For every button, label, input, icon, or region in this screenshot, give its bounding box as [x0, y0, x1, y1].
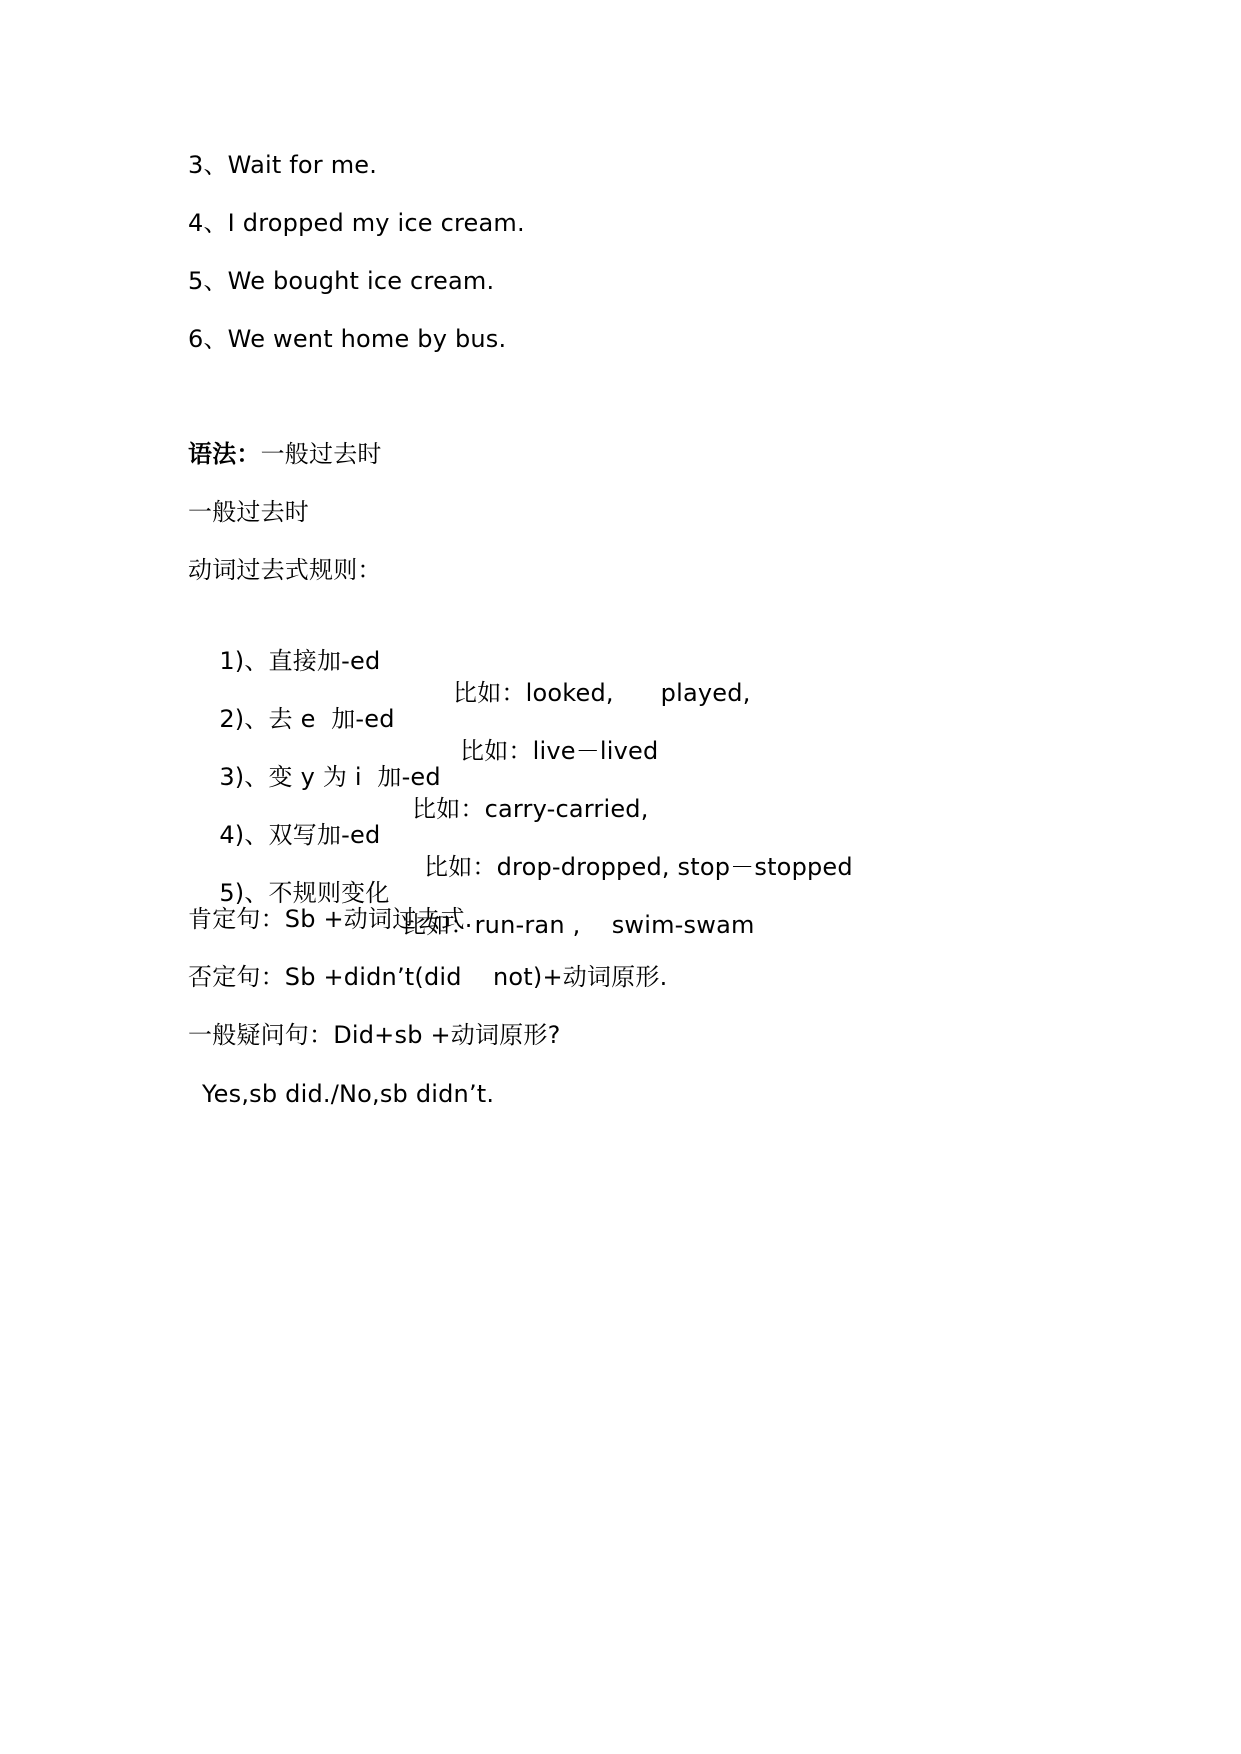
rule-example: 比如：looked, played,: [453, 679, 751, 707]
rule-example: 比如：drop-dropped, stop－stopped: [424, 853, 853, 881]
short-answer: Yes,sb did./No,sb didn’t.: [202, 1080, 495, 1108]
rules-title: 动词过去式规则：: [188, 556, 382, 584]
grammar-subtitle: 一般过去时: [188, 498, 309, 526]
negative-rule: 否定句：Sb +didn’t(did not)+动词原形.: [188, 963, 668, 991]
rule-text: 5)、不规则变化: [219, 879, 390, 907]
rule-example: 比如：carry-carried,: [412, 795, 649, 823]
sentence-6: 6、We went home by bus.: [188, 325, 507, 353]
sentence-4: 4、I dropped my ice cream.: [188, 209, 525, 237]
sentence-5: 5、We bought ice cream.: [188, 267, 495, 295]
grammar-heading: [188, 438, 382, 470]
grammar-heading-label: 语法：: [188, 439, 261, 468]
rule-text: 2)、去 e 加-ed: [219, 705, 395, 733]
grammar-heading-topic: 一般过去时: [260, 440, 382, 468]
question-rule: 一般疑问句：Did+sb +动词原形?: [188, 1021, 561, 1049]
rule-text: 4)、双写加-ed: [219, 821, 381, 849]
rule-example: 比如：run-ran , swim-swam: [402, 911, 755, 939]
rule-text: 1)、直接加-ed: [219, 647, 381, 675]
rule-example: 比如：live－lived: [460, 737, 659, 765]
affirmative-rule: 肯定句：Sb +动词过去式.: [188, 905, 473, 933]
sentence-3: 3、Wait for me.: [188, 151, 378, 179]
rule-text: 3)、变 y 为 i 加-ed: [219, 763, 441, 791]
